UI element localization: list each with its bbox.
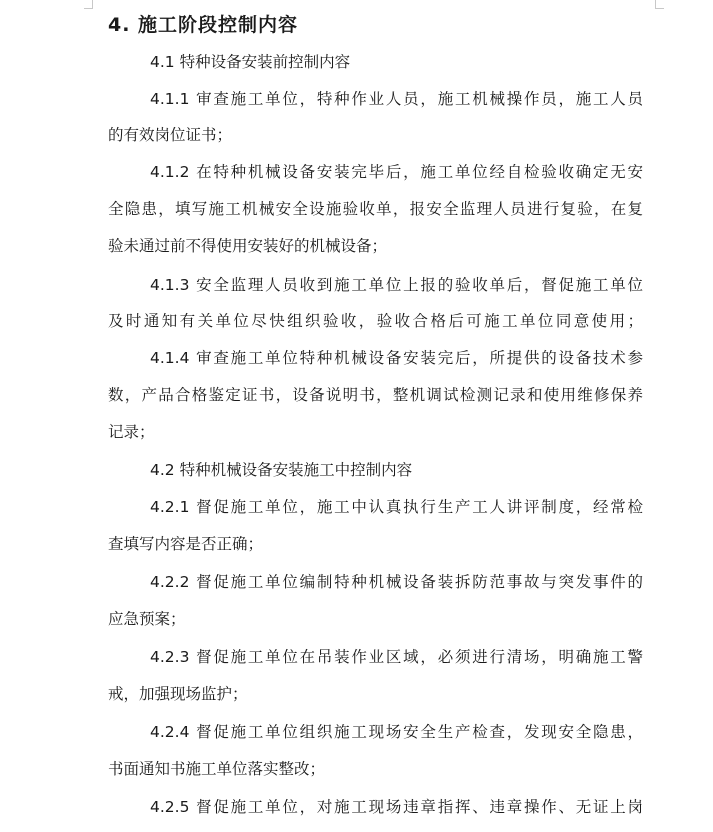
- paragraph-line: 4.1.3 安全监理人员收到施工单位上报的验收单后，督促施工单位: [150, 276, 643, 294]
- page-corner-mark: [84, 0, 93, 9]
- paragraph-line: 戒，加强现场监护；: [108, 685, 248, 703]
- paragraph-line: 查填写内容是否正确；: [108, 535, 264, 553]
- paragraph-line: 4.2.1 督促施工单位，施工中认真执行生产工人讲评制度，经常检: [150, 498, 643, 516]
- page-corner-mark: [655, 0, 664, 9]
- paragraph-line: 及时通知有关单位尽快组织验收，验收合格后可施工单位同意使用；: [108, 312, 643, 330]
- paragraph-line: 应急预案；: [108, 610, 186, 628]
- paragraph-line: 4.1.4 审查施工单位特种机械设备安装完后，所提供的设备技术参: [150, 349, 643, 367]
- paragraph-line: 4.1.2 在特种机械设备安装完毕后，施工单位经自检验收确定无安: [150, 163, 643, 181]
- paragraph-line: 4.2.2 督促施工单位编制特种机械设备装拆防范事故与突发事件的: [150, 573, 643, 591]
- subsection-heading: 4.1 特种设备安装前控制内容: [150, 53, 351, 71]
- paragraph-line: 的有效岗位证书；: [108, 126, 233, 144]
- paragraph-line: 4.2.4 督促施工单位组织施工现场安全生产检查，发现安全隐患，: [150, 723, 643, 741]
- paragraph-line: 4.2.3 督促施工单位在吊装作业区域，必须进行清场，明确施工警: [150, 648, 643, 666]
- paragraph-line: 验未通过前不得使用安装好的机械设备；: [108, 237, 388, 255]
- subsection-heading: 4.2 特种机械设备安装施工中控制内容: [150, 461, 413, 479]
- section-heading: 4. 施工阶段控制内容: [108, 14, 299, 36]
- paragraph-line: 4.1.1 审查施工单位，特种作业人员，施工机械操作员，施工人员: [150, 90, 643, 108]
- paragraph-line: 记录；: [108, 423, 155, 441]
- paragraph-line: 4.2.5 督促施工单位，对施工现场违章指挥、违章操作、无证上岗: [150, 798, 643, 816]
- paragraph-line: 全隐患，填写施工机械安全设施验收单，报安全监理人员进行复验，在复: [108, 200, 643, 218]
- paragraph-line: 书面通知书施工单位落实整改；: [108, 760, 326, 778]
- paragraph-line: 数，产品合格鉴定证书，设备说明书，整机调试检测记录和使用维修保养: [108, 386, 643, 404]
